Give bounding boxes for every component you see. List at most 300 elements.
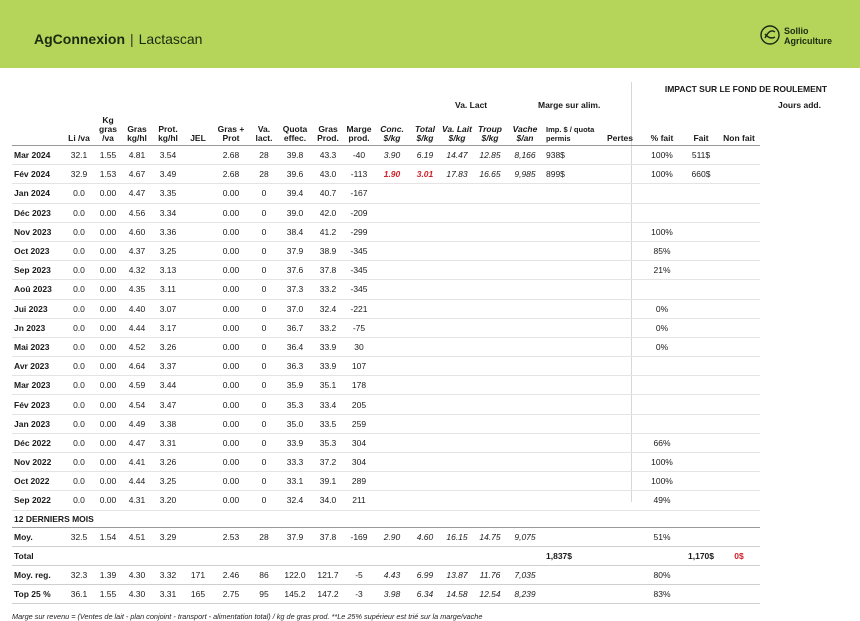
table-cell: 171 xyxy=(184,565,212,584)
table-cell: 0 xyxy=(250,433,278,452)
table-cell: 3.35 xyxy=(152,184,184,203)
table-cell: 0.0 xyxy=(64,491,94,510)
table-cell: 0.00 xyxy=(94,241,122,260)
table-cell: 3.29 xyxy=(152,527,184,546)
table-cell xyxy=(544,414,600,433)
table-cell xyxy=(684,527,718,546)
table-row xyxy=(12,357,760,376)
table-cell xyxy=(600,241,640,260)
table-cell xyxy=(506,357,544,376)
table-cell: 0 xyxy=(250,414,278,433)
table-cell xyxy=(410,414,440,433)
table-cell xyxy=(684,184,718,203)
table-cell xyxy=(440,453,474,472)
table-cell xyxy=(410,395,440,414)
sollio-leaf-icon xyxy=(760,24,780,46)
table-cell: 0.0 xyxy=(64,376,94,395)
table-cell xyxy=(184,527,212,546)
table-cell xyxy=(506,414,544,433)
table-cell: 0 xyxy=(250,472,278,491)
table-cell xyxy=(374,261,410,280)
table-cell: 100% xyxy=(640,222,684,241)
table-cell xyxy=(544,395,600,414)
table-cell: 0.00 xyxy=(94,337,122,356)
table-cell: 4.59 xyxy=(122,376,152,395)
table-cell xyxy=(684,453,718,472)
table-cell xyxy=(474,546,506,565)
table-cell xyxy=(184,472,212,491)
table-cell xyxy=(718,337,760,356)
table-cell: 0.0 xyxy=(64,280,94,299)
table-cell xyxy=(718,165,760,184)
table-cell: 12.54 xyxy=(474,585,506,604)
table-cell xyxy=(440,337,474,356)
row-label: Mar 2023 xyxy=(12,376,64,395)
table-cell: 100% xyxy=(640,453,684,472)
table-cell: 1.54 xyxy=(94,527,122,546)
table-row xyxy=(12,395,760,414)
table-cell: 0.0 xyxy=(64,318,94,337)
table-cell: 0.0 xyxy=(64,203,94,222)
table-cell xyxy=(440,376,474,395)
table-cell: 43.0 xyxy=(312,165,344,184)
table-cell: 3.49 xyxy=(152,165,184,184)
table-cell: 4.37 xyxy=(122,241,152,260)
table-cell: 511$ xyxy=(684,146,718,165)
table-cell: 36.7 xyxy=(278,318,312,337)
table-cell: 3.34 xyxy=(152,203,184,222)
table-cell xyxy=(600,357,640,376)
section-row xyxy=(12,510,760,527)
table-cell xyxy=(440,357,474,376)
column-header-18: % fait xyxy=(640,116,684,146)
table-cell xyxy=(684,414,718,433)
table-cell: 38.4 xyxy=(278,222,312,241)
table-cell: 9,075 xyxy=(506,527,544,546)
column-header-9: Gras Prod. xyxy=(312,116,344,146)
table-cell xyxy=(544,280,600,299)
table-cell: 28 xyxy=(250,146,278,165)
table-cell: 4.44 xyxy=(122,318,152,337)
table-cell: 0% xyxy=(640,299,684,318)
table-cell xyxy=(600,203,640,222)
table-cell: 2.68 xyxy=(212,146,250,165)
table-cell: 0.00 xyxy=(94,491,122,510)
table-cell xyxy=(184,491,212,510)
row-label: Jui 2023 xyxy=(12,299,64,318)
table-cell: 32.4 xyxy=(278,491,312,510)
table-cell: 33.9 xyxy=(312,357,344,376)
table-cell xyxy=(600,491,640,510)
table-cell xyxy=(718,241,760,260)
table-cell xyxy=(440,203,474,222)
table-cell: 0$ xyxy=(718,546,760,565)
table-cell: 36.1 xyxy=(64,585,94,604)
table-cell: 0.0 xyxy=(64,261,94,280)
table-cell xyxy=(440,222,474,241)
table-cell: 0.00 xyxy=(94,318,122,337)
table-cell: 12.85 xyxy=(474,146,506,165)
table-cell xyxy=(718,280,760,299)
table-cell: 33.4 xyxy=(312,395,344,414)
column-header-7: Va. lact. xyxy=(250,116,278,146)
table-cell: 304 xyxy=(344,433,374,452)
table-cell: 0 xyxy=(250,241,278,260)
table-cell: 2.75 xyxy=(212,585,250,604)
table-cell xyxy=(440,184,474,203)
table-cell: 86 xyxy=(250,565,278,584)
table-cell: 259 xyxy=(344,414,374,433)
table-cell: 49% xyxy=(640,491,684,510)
table-cell xyxy=(544,491,600,510)
table-cell: 1.53 xyxy=(94,165,122,184)
table-cell xyxy=(474,299,506,318)
table-cell: 33.1 xyxy=(278,472,312,491)
table-cell: 14.75 xyxy=(474,527,506,546)
table-cell xyxy=(474,414,506,433)
table-cell: -75 xyxy=(344,318,374,337)
table-cell: 39.0 xyxy=(278,203,312,222)
table-cell: 304 xyxy=(344,453,374,472)
table-cell: -345 xyxy=(344,280,374,299)
table-cell xyxy=(544,299,600,318)
table-cell xyxy=(718,491,760,510)
table-cell: 0.0 xyxy=(64,222,94,241)
row-label: Déc 2022 xyxy=(12,433,64,452)
table-cell xyxy=(506,546,544,565)
row-label: Déc 2023 xyxy=(12,203,64,222)
table-cell xyxy=(718,184,760,203)
table-cell xyxy=(544,261,600,280)
table-cell: 660$ xyxy=(684,165,718,184)
table-cell: 0.00 xyxy=(212,395,250,414)
table-cell: 0 xyxy=(250,280,278,299)
table-cell xyxy=(506,299,544,318)
table-cell xyxy=(600,280,640,299)
table-cell xyxy=(474,184,506,203)
table-row xyxy=(12,184,760,203)
table-cell: 9,985 xyxy=(506,165,544,184)
table-cell xyxy=(718,472,760,491)
impact-title: IMPACT SUR LE FOND DE ROULEMENT xyxy=(664,84,828,94)
table-cell xyxy=(544,203,600,222)
row-label: Mai 2023 xyxy=(12,337,64,356)
table-cell: 33.2 xyxy=(312,318,344,337)
column-header-5: JEL xyxy=(184,116,212,146)
table-cell: 0.0 xyxy=(64,357,94,376)
table-cell: 0.0 xyxy=(64,299,94,318)
table-cell: 6.19 xyxy=(410,146,440,165)
table-cell: 39.8 xyxy=(278,146,312,165)
table-cell xyxy=(374,203,410,222)
table-cell xyxy=(640,203,684,222)
table-cell: 0 xyxy=(250,222,278,241)
table-cell xyxy=(506,472,544,491)
table-row xyxy=(12,203,760,222)
table-cell: 3.38 xyxy=(152,414,184,433)
table-cell: 0.00 xyxy=(94,299,122,318)
table-cell xyxy=(640,376,684,395)
column-header-15: Vache $/an xyxy=(506,116,544,146)
table-cell: 0.00 xyxy=(94,280,122,299)
table-cell: 0.00 xyxy=(94,472,122,491)
sollio-logo xyxy=(760,24,860,50)
table-cell: 1,170$ xyxy=(684,546,718,565)
column-header-0 xyxy=(12,116,64,146)
table-cell: 4.56 xyxy=(122,203,152,222)
table-cell: 0.00 xyxy=(212,203,250,222)
column-header-10: Marge prod. xyxy=(344,116,374,146)
table-cell: 32.1 xyxy=(64,146,94,165)
table-cell: 107 xyxy=(344,357,374,376)
table-cell xyxy=(544,453,600,472)
table-cell xyxy=(684,565,718,584)
table-cell xyxy=(600,337,640,356)
table-cell: 3.01 xyxy=(410,165,440,184)
row-label: Fév 2023 xyxy=(12,395,64,414)
table-cell xyxy=(684,357,718,376)
table-cell: 3.25 xyxy=(152,241,184,260)
table-cell xyxy=(410,318,440,337)
table-cell: 3.31 xyxy=(152,585,184,604)
table-cell xyxy=(718,146,760,165)
group-marge: Marge sur alim. xyxy=(538,100,601,110)
table-cell: 3.31 xyxy=(152,433,184,452)
table-cell xyxy=(440,241,474,260)
table-cell xyxy=(718,299,760,318)
table-cell xyxy=(718,585,760,604)
table-cell: 14.47 xyxy=(440,146,474,165)
table-cell xyxy=(600,165,640,184)
table-cell: 0.00 xyxy=(212,433,250,452)
table-cell: 0.00 xyxy=(212,318,250,337)
table-cell xyxy=(506,222,544,241)
table-row xyxy=(12,241,760,260)
table-cell: 4.47 xyxy=(122,433,152,452)
column-header-12: Total $/kg xyxy=(410,116,440,146)
table-cell xyxy=(312,546,344,565)
table-cell xyxy=(184,395,212,414)
table-cell: 4.35 xyxy=(122,280,152,299)
table-row xyxy=(12,376,760,395)
table-cell: 4.51 xyxy=(122,527,152,546)
table-cell: 66% xyxy=(640,433,684,452)
table-cell: 0 xyxy=(250,203,278,222)
table-cell xyxy=(184,357,212,376)
table-cell: 37.9 xyxy=(278,241,312,260)
table-cell xyxy=(684,261,718,280)
row-label: Moy. xyxy=(12,527,64,546)
table-cell: 30 xyxy=(344,337,374,356)
column-header-8: Quota effec. xyxy=(278,116,312,146)
table-cell xyxy=(410,261,440,280)
table-cell xyxy=(506,203,544,222)
table-cell: 4.30 xyxy=(122,585,152,604)
table-cell: 0 xyxy=(250,261,278,280)
table-cell: -299 xyxy=(344,222,374,241)
table-cell xyxy=(718,565,760,584)
table-cell: 39.1 xyxy=(312,472,344,491)
table-cell xyxy=(440,299,474,318)
table-cell xyxy=(374,318,410,337)
table-cell: 0.00 xyxy=(212,222,250,241)
table-cell xyxy=(506,337,544,356)
table-cell xyxy=(474,357,506,376)
table-cell: 0 xyxy=(250,184,278,203)
table-cell xyxy=(684,222,718,241)
table-cell xyxy=(600,395,640,414)
table-cell xyxy=(374,184,410,203)
row-label: Nov 2022 xyxy=(12,453,64,472)
table-cell xyxy=(184,433,212,452)
table-cell: 0 xyxy=(250,318,278,337)
table-cell: 6.99 xyxy=(410,565,440,584)
table-cell xyxy=(600,318,640,337)
table-cell: 35.0 xyxy=(278,414,312,433)
table-cell: 1.39 xyxy=(94,565,122,584)
table-row xyxy=(12,414,760,433)
brand-separator: | xyxy=(130,31,134,47)
table-row xyxy=(12,491,760,510)
table-cell: 33.5 xyxy=(312,414,344,433)
table-cell xyxy=(440,433,474,452)
table-cell: 0.00 xyxy=(212,299,250,318)
row-label: Aoû 2023 xyxy=(12,280,64,299)
table-cell: 3.36 xyxy=(152,222,184,241)
table-cell: 37.2 xyxy=(312,453,344,472)
table-cell: -5 xyxy=(344,565,374,584)
table-cell: 0.00 xyxy=(94,376,122,395)
table-cell: 32.4 xyxy=(312,299,344,318)
table-cell: 0 xyxy=(250,299,278,318)
table-cell xyxy=(440,280,474,299)
table-cell: 0.0 xyxy=(64,433,94,452)
table-cell: 51% xyxy=(640,527,684,546)
summary-row xyxy=(12,565,760,584)
table-cell xyxy=(718,222,760,241)
row-label: Nov 2023 xyxy=(12,222,64,241)
table-cell xyxy=(410,357,440,376)
table-cell xyxy=(600,433,640,452)
table-cell: 0 xyxy=(250,453,278,472)
table-cell: 33.9 xyxy=(278,433,312,452)
table-cell: -345 xyxy=(344,261,374,280)
column-header-3: Gras kg/hl xyxy=(122,116,152,146)
table-cell: 4.31 xyxy=(122,491,152,510)
row-label: Jan 2023 xyxy=(12,414,64,433)
table-cell: 100% xyxy=(640,146,684,165)
row-label: Fév 2024 xyxy=(12,165,64,184)
table-cell: 95 xyxy=(250,585,278,604)
table-cell: 16.65 xyxy=(474,165,506,184)
table-cell xyxy=(152,546,184,565)
table-cell: 8,166 xyxy=(506,146,544,165)
column-header-20: Non fait xyxy=(718,116,760,146)
table-cell xyxy=(684,585,718,604)
table-row xyxy=(12,299,760,318)
table-cell: 145.2 xyxy=(278,585,312,604)
table-cell xyxy=(122,546,152,565)
table-cell xyxy=(344,546,374,565)
table-cell xyxy=(184,203,212,222)
table-cell: 2.53 xyxy=(212,527,250,546)
table-cell: 39.6 xyxy=(278,165,312,184)
footnote: Marge sur revenu = (Ventes de lait - plan conjoint - transport - alimentation total) / kg de gras prod. **Le 25% supérieur est trié sur la marge/vache xyxy=(12,612,483,621)
table-cell xyxy=(374,299,410,318)
table-cell xyxy=(684,318,718,337)
table-cell: 32.5 xyxy=(64,527,94,546)
table-cell: 4.41 xyxy=(122,453,152,472)
table-cell xyxy=(718,433,760,452)
brand-title xyxy=(34,31,202,47)
table-cell: 165 xyxy=(184,585,212,604)
column-header-14: Troup $/kg xyxy=(474,116,506,146)
table-cell xyxy=(94,546,122,565)
table-cell xyxy=(474,376,506,395)
table-cell: 40.7 xyxy=(312,184,344,203)
table-cell: 211 xyxy=(344,491,374,510)
table-cell: 28 xyxy=(250,165,278,184)
table-cell xyxy=(544,318,600,337)
summary-row xyxy=(12,527,760,546)
table-cell: 0.0 xyxy=(64,241,94,260)
table-cell xyxy=(506,318,544,337)
table-cell xyxy=(184,337,212,356)
table-cell: -221 xyxy=(344,299,374,318)
table-cell xyxy=(506,184,544,203)
row-label: Oct 2023 xyxy=(12,241,64,260)
table-cell xyxy=(250,546,278,565)
table-cell xyxy=(184,453,212,472)
lactascan-table xyxy=(12,116,760,604)
table-cell: 4.60 xyxy=(122,222,152,241)
table-cell xyxy=(410,184,440,203)
table-cell xyxy=(474,433,506,452)
table-cell: 0.00 xyxy=(212,241,250,260)
table-cell: 35.3 xyxy=(312,433,344,452)
table-cell xyxy=(410,203,440,222)
table-cell: 3.17 xyxy=(152,318,184,337)
column-header-4: Prot. kg/hl xyxy=(152,116,184,146)
table-cell xyxy=(410,299,440,318)
table-cell xyxy=(374,453,410,472)
table-cell xyxy=(374,337,410,356)
table-cell: 0.00 xyxy=(212,414,250,433)
table-cell xyxy=(440,491,474,510)
report-area xyxy=(0,68,860,621)
table-cell: 0.00 xyxy=(212,453,250,472)
table-cell xyxy=(374,433,410,452)
table-cell xyxy=(440,414,474,433)
table-cell xyxy=(640,414,684,433)
table-cell xyxy=(506,280,544,299)
table-cell xyxy=(600,299,640,318)
table-cell xyxy=(184,222,212,241)
table-cell xyxy=(718,357,760,376)
table-cell: 3.11 xyxy=(152,280,184,299)
table-cell xyxy=(544,472,600,491)
table-cell xyxy=(640,280,684,299)
table-cell: 4.43 xyxy=(374,565,410,584)
table-cell: 83% xyxy=(640,585,684,604)
table-cell: 32.9 xyxy=(64,165,94,184)
table-cell: 0% xyxy=(640,318,684,337)
table-cell xyxy=(600,472,640,491)
table-cell xyxy=(600,146,640,165)
table-cell: 85% xyxy=(640,241,684,260)
table-cell: 4.64 xyxy=(122,357,152,376)
table-cell: 33.9 xyxy=(312,337,344,356)
